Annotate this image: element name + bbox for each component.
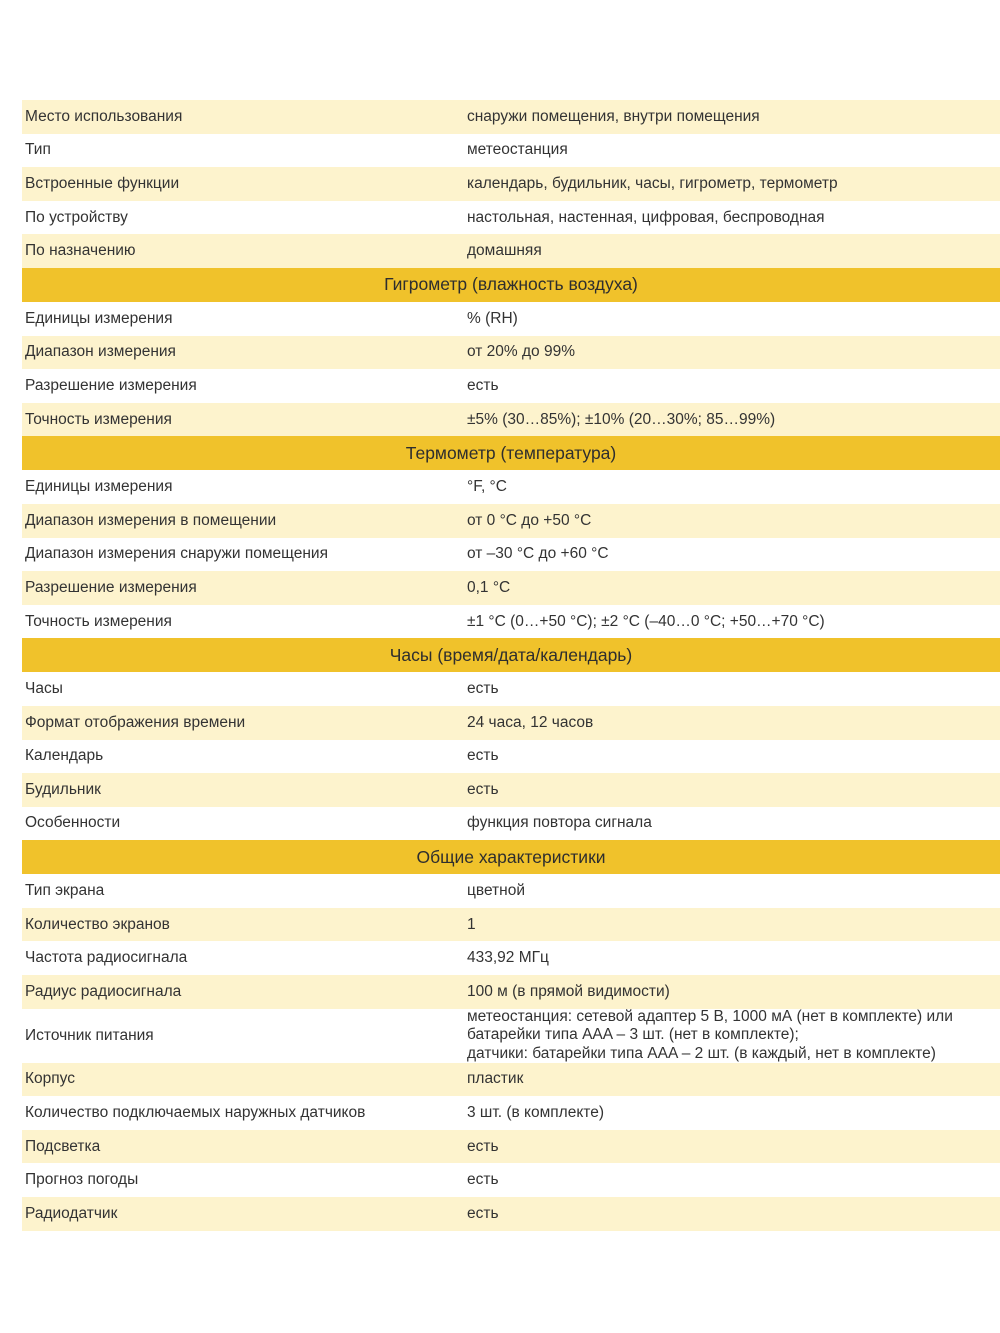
spec-value: 433,92 МГц [467, 949, 549, 967]
spec-row [22, 167, 1000, 201]
spec-row [22, 975, 1000, 1009]
spec-row [22, 1009, 1000, 1063]
spec-row [22, 234, 1000, 268]
spec-value: цветной [467, 882, 525, 900]
spec-label: Тип [25, 141, 51, 159]
spec-row [22, 807, 1000, 841]
spec-label: Точность измерения [25, 612, 172, 630]
spec-value: метеостанция: сетевой адаптер 5 В, 1000 мА (нет в комплекте) или батарейки типа AAA – 3 шт. (нет в комплекте); датчики: батарейки типа AAA – 2 шт. (в каждый, нет в комплекте) [467, 1007, 953, 1062]
spec-row [22, 941, 1000, 975]
spec-row [22, 201, 1000, 235]
spec-label: Часы [25, 680, 63, 698]
spec-label: Место использования [25, 107, 183, 125]
spec-value: пластик [467, 1070, 524, 1088]
spec-row [22, 1163, 1000, 1197]
spec-row [22, 369, 1000, 403]
spec-label: Источник питания [25, 1026, 154, 1044]
spec-label: Частота радиосигнала [25, 949, 188, 967]
spec-value: от 0 °C до +50 °C [467, 511, 592, 529]
spec-row [22, 538, 1000, 572]
spec-label: По устройству [25, 208, 128, 226]
spec-row [22, 403, 1000, 437]
spec-value: домашняя [467, 242, 542, 260]
spec-row [22, 1197, 1000, 1231]
spec-label: По назначению [25, 242, 136, 260]
section-header-hygrometer: Гигрометр (влажность воздуха) [22, 268, 1000, 302]
spec-row [22, 134, 1000, 168]
spec-value: 24 часа, 12 часов [467, 713, 594, 731]
spec-value: функция повтора сигнала [467, 814, 652, 832]
spec-row [22, 672, 1000, 706]
spec-value: снаружи помещения, внутри помещения [467, 107, 760, 125]
spec-label: Диапазон измерения [25, 343, 176, 361]
spec-label: Прогноз погоды [25, 1171, 139, 1189]
spec-label: Диапазон измерения снаружи помещения [25, 545, 328, 563]
spec-label: Единицы измерения [25, 309, 173, 327]
spec-label: Календарь [25, 747, 104, 765]
spec-value: 100 м (в прямой видимости) [467, 982, 670, 1000]
spec-label: Количество экранов [25, 915, 170, 933]
spec-table [22, 100, 1000, 1231]
spec-value: 1 [467, 915, 476, 933]
spec-row [22, 571, 1000, 605]
spec-label: Количество подключаемых наружных датчиков [25, 1104, 366, 1122]
spec-label: Корпус [25, 1070, 75, 1088]
spec-label: Радиус радиосигнала [25, 982, 182, 1000]
spec-value: % (RH) [467, 309, 518, 327]
spec-row [22, 1130, 1000, 1164]
spec-label: Подсветка [25, 1137, 101, 1155]
spec-label: Точность измерения [25, 410, 172, 428]
spec-value: есть [467, 1204, 499, 1222]
spec-row [22, 470, 1000, 504]
spec-value: есть [467, 1171, 499, 1189]
spec-label: Будильник [25, 780, 101, 798]
spec-row [22, 908, 1000, 942]
spec-value: есть [467, 747, 499, 765]
spec-label: Разрешение измерения [25, 578, 197, 596]
spec-row [22, 605, 1000, 639]
spec-value: °F, °C [467, 478, 507, 496]
spec-value: есть [467, 680, 499, 698]
spec-value: от 20% до 99% [467, 343, 576, 361]
spec-row [22, 1096, 1000, 1130]
spec-value: календарь, будильник, часы, гигрометр, термометр [467, 174, 838, 192]
spec-label: Встроенные функции [25, 174, 180, 192]
spec-row [22, 336, 1000, 370]
spec-value: есть [467, 1137, 499, 1155]
spec-label: Единицы измерения [25, 478, 173, 496]
spec-value: от –30 °C до +60 °C [467, 545, 609, 563]
spec-row [22, 773, 1000, 807]
spec-value: 0,1 °C [467, 578, 511, 596]
section-header-thermometer: Термометр (температура) [22, 436, 1000, 470]
spec-label: Разрешение измерения [25, 376, 197, 394]
spec-label: Радиодатчик [25, 1204, 118, 1222]
spec-row [22, 706, 1000, 740]
spec-value: есть [467, 780, 499, 798]
spec-value: 3 шт. (в комплекте) [467, 1104, 605, 1122]
section-header-general: Общие характеристики [22, 840, 1000, 874]
spec-row [22, 1063, 1000, 1097]
spec-value: есть [467, 376, 499, 394]
spec-value: метеостанция [467, 141, 568, 159]
spec-row [22, 874, 1000, 908]
spec-value: ±5% (30…85%); ±10% (20…30%; 85…99%) [467, 410, 776, 428]
section-header-clock: Часы (время/дата/календарь) [22, 638, 1000, 672]
spec-value: настольная, настенная, цифровая, беспроводная [467, 208, 825, 226]
spec-row [22, 302, 1000, 336]
spec-row [22, 100, 1000, 134]
spec-label: Диапазон измерения в помещении [25, 511, 277, 529]
spec-value: ±1 °C (0…+50 °C); ±2 °C (–40…0 °C; +50…+70 °C) [467, 612, 825, 630]
spec-label: Формат отображения времени [25, 713, 246, 731]
spec-row [22, 740, 1000, 774]
spec-label: Тип экрана [25, 882, 105, 900]
spec-label: Особенности [25, 814, 121, 832]
spec-row [22, 504, 1000, 538]
